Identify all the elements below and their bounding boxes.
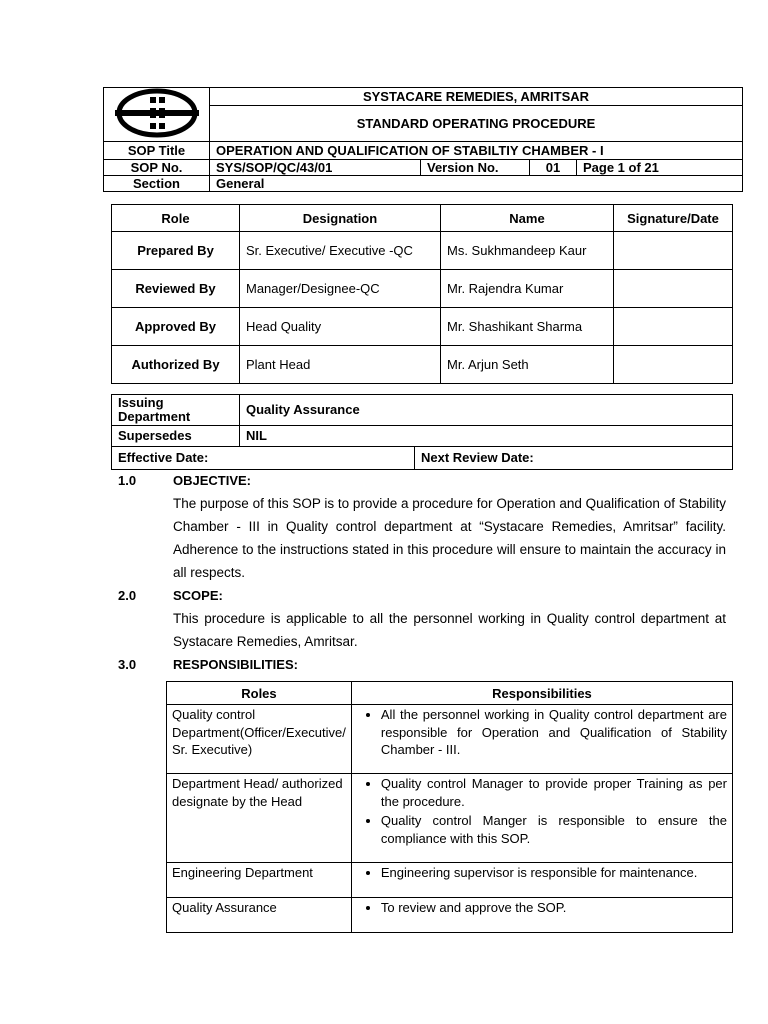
approval-table	[111, 204, 733, 384]
supersedes-label: Supersedes	[112, 426, 240, 447]
name-cell: Mr. Rajendra Kumar	[441, 270, 614, 308]
next-review-date-label: Next Review Date:	[415, 447, 733, 470]
page-number: Page 1 of 21	[577, 160, 743, 176]
issuing-department-label: Issuing Department	[112, 395, 240, 426]
role-cell: Quality Assurance	[167, 898, 352, 933]
objective-paragraph: The purpose of this SOP is to provide a procedure for Operation and Qualification of Stability Chamber - III in Quality control department at “Systacare Remedies, Amritsar” facility. Adherence to the instructions stated in this procedure will ensure to maintain the accuracy in all respects.	[173, 496, 726, 580]
responsibility-cell	[351, 863, 732, 898]
name-cell: Mr. Shashikant Sharma	[441, 308, 614, 346]
scope-paragraph: This procedure is applicable to all the personnel working in Quality control department at Systacare Remedies, Amritsar.	[173, 611, 726, 649]
col-header-responsibilities: Responsibilities	[351, 682, 732, 705]
role-cell: Authorized By	[112, 346, 240, 384]
section-heading-responsibilities: RESPONSIBILITIES:	[173, 657, 298, 672]
version-no: 01	[530, 160, 577, 176]
table-row	[167, 705, 733, 774]
name-cell: Ms. Sukhmandeep Kaur	[441, 232, 614, 270]
designation-cell: Sr. Executive/ Executive -QC	[240, 232, 441, 270]
role-cell: Prepared By	[112, 232, 240, 270]
sop-title: OPERATION AND QUALIFICATION OF STABILTIY CHAMBER - I	[210, 142, 743, 160]
role-cell: Department Head/ authorized designate by the Head	[167, 774, 352, 863]
department-table	[111, 394, 733, 470]
table-row	[112, 308, 733, 346]
table-row	[167, 863, 733, 898]
sop-no-label: SOP No.	[104, 160, 210, 176]
effective-date-label: Effective Date:	[112, 447, 415, 470]
section-number-objective: 1.0	[118, 473, 137, 488]
designation-cell: Manager/Designee-QC	[240, 270, 441, 308]
document-type: STANDARD OPERATING PROCEDURE	[210, 105, 743, 141]
company-name: SYSTACARE REMEDIES, AMRITSAR	[210, 88, 743, 106]
section-label: Section	[104, 176, 210, 192]
col-header-designation: Designation	[240, 205, 441, 232]
section-heading-objective: OBJECTIVE:	[173, 473, 252, 488]
section-number-scope: 2.0	[118, 588, 137, 603]
table-row	[112, 270, 733, 308]
signature-cell	[614, 346, 733, 384]
signature-cell	[614, 308, 733, 346]
col-header-signature: Signature/Date	[614, 205, 733, 232]
table-row	[167, 898, 733, 933]
section-value: General	[210, 176, 743, 192]
supersedes-value: NIL	[240, 426, 733, 447]
list-item: • Quality control Manager to provide proper Training as per the procedure.	[381, 775, 727, 810]
col-header-name: Name	[441, 205, 614, 232]
responsibility-cell	[351, 774, 732, 863]
list-item: • To review and approve the SOP.	[381, 899, 727, 917]
section-number-responsibilities: 3.0	[118, 657, 137, 672]
responsibility-cell	[351, 705, 732, 774]
company-logo	[104, 88, 210, 142]
table-row	[112, 232, 733, 270]
company-logo-icon	[109, 88, 205, 138]
role-cell: Engineering Department	[167, 863, 352, 898]
section-heading-scope: SCOPE:	[173, 588, 223, 603]
col-header-roles: Roles	[167, 682, 352, 705]
table-row	[112, 346, 733, 384]
name-cell: Mr. Arjun Seth	[441, 346, 614, 384]
sop-no: SYS/SOP/QC/43/01	[210, 160, 421, 176]
list-item: • All the personnel working in Quality control department are responsible for Operation and Qualification of Stability Chamber - III.	[381, 706, 727, 759]
version-label: Version No.	[421, 160, 530, 176]
sop-header-table	[103, 87, 743, 192]
signature-cell	[614, 232, 733, 270]
role-cell: Reviewed By	[112, 270, 240, 308]
list-item: • Quality control Manger is responsible to ensure the compliance with this SOP.	[381, 812, 727, 847]
designation-cell: Plant Head	[240, 346, 441, 384]
responsibility-cell	[351, 898, 732, 933]
col-header-role: Role	[112, 205, 240, 232]
designation-cell: Head Quality	[240, 308, 441, 346]
responsibilities-table	[166, 681, 733, 933]
list-item: • Engineering supervisor is responsible for maintenance.	[381, 864, 727, 882]
issuing-department-value: Quality Assurance	[240, 395, 733, 426]
role-cell: Approved By	[112, 308, 240, 346]
role-cell: Quality control Department(Officer/Executive/ Sr. Executive)	[167, 705, 352, 774]
signature-cell	[614, 270, 733, 308]
sop-title-label: SOP Title	[104, 142, 210, 160]
table-row	[167, 774, 733, 863]
